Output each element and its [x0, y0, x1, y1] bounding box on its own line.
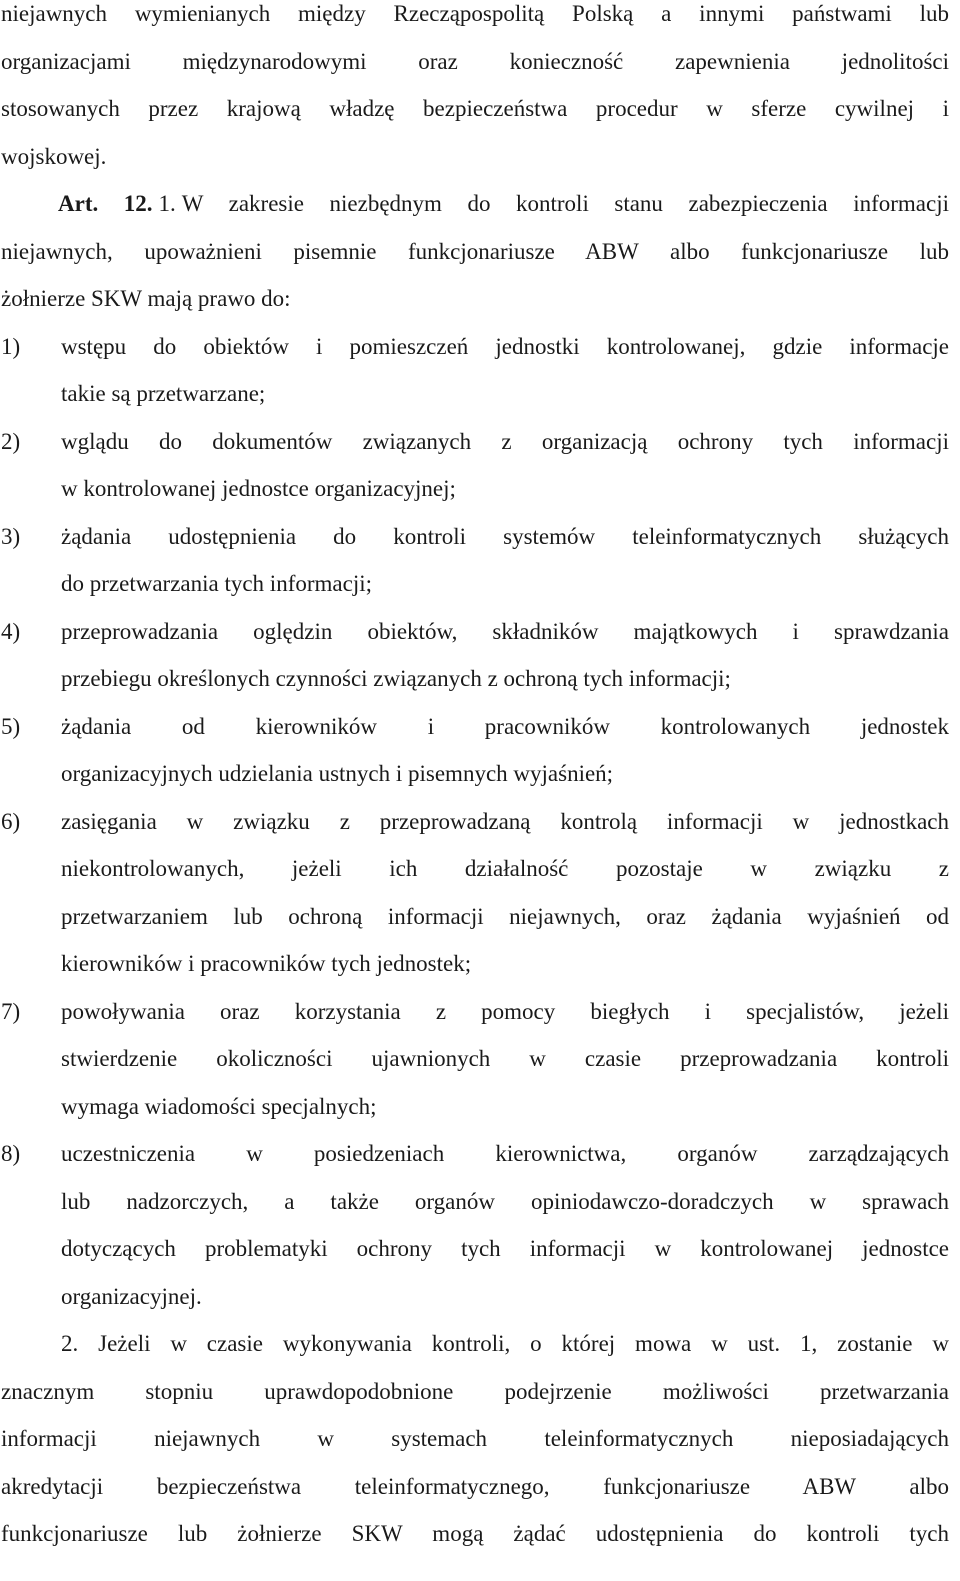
item-line: do przetwarzania tych informacji;	[61, 571, 372, 596]
item-number: 5)	[1, 713, 21, 739]
item-line: zasięgania w związku z przeprowadzaną kontrolą informacji w jednostkach	[61, 808, 949, 834]
item-number: 1)	[1, 333, 21, 359]
article-label: Art. 12.	[58, 191, 153, 216]
text-line: organizacjami międzynarodowymi oraz konieczność zapewnienia jednolitości	[1, 48, 949, 74]
item-line: uczestniczenia w posiedzeniach kierownictwa, organów zarządzających	[61, 1141, 949, 1166]
text-line: niejawnych, upoważnieni pisemnie funkcjonariusze ABW albo funkcjonariusze lub	[1, 238, 949, 264]
item-number: 8)	[1, 1141, 21, 1166]
item-line: w kontrolowanej jednostce organizacyjnej;	[61, 476, 456, 501]
item-number: 7)	[1, 998, 21, 1024]
item-line: powoływania oraz korzystania z pomocy biegłych i specjalistów, jeżeli	[61, 998, 949, 1024]
item-line: żądania udostępnienia do kontroli systemów teleinformatycznych służących	[61, 523, 949, 549]
list-item	[1, 703, 949, 798]
item-line: stwierdzenie okoliczności ujawnionych w czasie przeprowadzania kontroli	[61, 1046, 949, 1071]
text-line: żołnierze SKW mają prawo do:	[1, 286, 291, 311]
text-line: niejawnych wymienianych między Rzecząpospolitą Polską a innymi państwami lub	[1, 1, 949, 26]
text-line: funkcjonariusze lub żołnierze SKW mogą żądać udostępnienia do kontroli tych	[1, 1521, 949, 1546]
paragraph-2	[1, 1320, 949, 1558]
item-line: niekontrolowanych, jeżeli ich działalność pozostaje w związku z	[61, 856, 949, 881]
paragraph-number: 1.	[158, 191, 176, 216]
intro-paragraph	[1, 0, 949, 180]
list-item	[1, 1130, 949, 1320]
list-item	[1, 418, 949, 513]
item-line: organizacyjnej.	[61, 1283, 202, 1309]
item-line: wymaga wiadomości specjalnych;	[61, 1093, 377, 1119]
item-line: przeprowadzania oględzin obiektów, składników majątkowych i sprawdzania	[61, 618, 949, 644]
item-line: wstępu do obiektów i pomieszczeń jednostki kontrolowanej, gdzie informacje	[61, 333, 949, 359]
item-number: 3)	[1, 523, 21, 549]
text-line: wojskowej.	[1, 143, 107, 169]
item-line: kierowników i pracowników tych jednostek;	[61, 951, 472, 976]
item-number: 2)	[1, 428, 21, 454]
text-line: W zakresie niezbędnym do kontroli stanu zabezpieczenia informacji	[181, 191, 949, 216]
list-item	[1, 608, 949, 703]
list-item	[1, 988, 949, 1131]
list-item	[1, 513, 949, 608]
list-item	[1, 323, 949, 418]
item-line: organizacyjnych udzielania ustnych i pisemnych wyjaśnień;	[61, 761, 614, 786]
article-heading-line	[1, 180, 949, 228]
document-page	[1, 0, 949, 1558]
text-line: akredytacji bezpieczeństwa teleinformatycznego, funkcjonariusze ABW albo	[1, 1473, 949, 1499]
item-list	[1, 323, 949, 1321]
text-line: informacji niejawnych w systemach teleinformatycznych nieposiadających	[1, 1426, 949, 1451]
item-line: żądania od kierowników i pracowników kontrolowanych jednostek	[61, 713, 949, 739]
text-line: stosowanych przez krajową władzę bezpieczeństwa procedur w sferze cywilnej i	[1, 96, 949, 121]
item-line: dotyczących problematyki ochrony tych informacji w kontrolowanej jednostce	[61, 1236, 949, 1261]
item-number: 4)	[1, 618, 21, 644]
item-line: przebiegu określonych czynności związanych z ochroną tych informacji;	[61, 666, 731, 691]
article-12	[1, 180, 949, 323]
item-line: lub nadzorczych, a także organów opiniodawczo-doradczych w sprawach	[61, 1188, 949, 1214]
text-line: 2. Jeżeli w czasie wykonywania kontroli, o której mowa w ust. 1, zostanie w	[61, 1331, 949, 1356]
text-line: znacznym stopniu uprawdopodobnione podejrzenie możliwości przetwarzania	[1, 1378, 949, 1404]
item-line: wglądu do dokumentów związanych z organizacją ochrony tych informacji	[61, 428, 949, 454]
item-line: takie są przetwarzane;	[61, 381, 266, 406]
list-item	[1, 798, 949, 988]
item-number: 6)	[1, 808, 21, 834]
item-line: przetwarzaniem lub ochroną informacji niejawnych, oraz żądania wyjaśnień od	[61, 903, 949, 929]
